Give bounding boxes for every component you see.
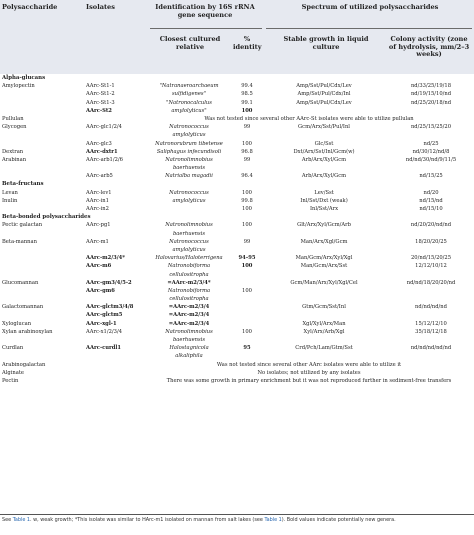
polysaccharide-cell: Alginate: [2, 369, 24, 376]
polysaccharide-cell: Curdlan: [2, 345, 24, 352]
colony-activity-cell: 20/nd/15/20/25: [410, 255, 452, 262]
table-row: [0, 123, 474, 131]
stable-growth-cell: Xgl/Xyl/Arx/Man: [302, 320, 346, 327]
closest-relative-cell: Natronolimnobius: [165, 328, 213, 335]
colony-activity-cell: nd/30/12/nd/8: [412, 148, 450, 155]
closest-relative-cell: Halostagnicola: [169, 345, 209, 352]
table-row: [0, 311, 474, 319]
closest-relative-cell: Natronobiforma: [167, 287, 211, 294]
closest-relative-cell: =AArc-m2/3/4: [168, 304, 210, 311]
identity-cell: 99: [243, 156, 251, 163]
polysaccharide-cell: Levan: [2, 189, 18, 196]
table-row: [0, 271, 474, 279]
footnote-text1: . w, weak growth; *This isolate was similar to HArc-m1 isolated on mannan from salt lakes (see: [30, 517, 263, 523]
closest-relative-cell: "Natronocalculus: [166, 99, 212, 106]
colony-activity-cell: nd/nd/nd/nd/nd: [410, 345, 452, 352]
table-row: [0, 156, 474, 164]
identity-cell: 99.8: [241, 197, 253, 204]
isolate-cell: AArc-m1: [86, 238, 109, 245]
colony-activity-cell: 12/12/10/12: [415, 263, 447, 270]
polysaccharide-cell: Inulin: [2, 197, 18, 204]
isolate-cell: AArc-in2: [86, 206, 109, 212]
closest-relative-cell: amylolyticus: [172, 246, 206, 253]
col-colony-activity: Colony activity (zone of hydrolysis, mm/2–3 weeks): [388, 35, 470, 59]
table-footnote: [2, 517, 472, 523]
table-row: [0, 262, 474, 270]
identity-cell: 94–95: [238, 255, 256, 262]
isolate-cell: AArc-St1-2: [86, 91, 115, 98]
note-cell: Was not tested since several other AArc-St isolates were able to utilize pullulan: [204, 115, 414, 122]
table-row: [0, 238, 474, 246]
col-isolates: Isolates: [86, 3, 115, 11]
identity-cell: 100: [242, 140, 252, 147]
colony-activity-cell: nd/25/15/25/20: [410, 124, 452, 131]
closest-relative-cell: amylolyticus: [172, 197, 206, 204]
closest-relative-cell: baerhuensis: [172, 165, 206, 172]
polysaccharide-cell: Galactomannan: [2, 304, 44, 311]
isolate-cell: AArc-glctm5: [86, 312, 123, 319]
stable-growth-cell: Inl/Sst/Dxt (weak): [300, 197, 348, 204]
isolate-cell: AArc-x1/2/3/4: [86, 328, 123, 335]
isolate-cell: AArc-gm3/4/5-2: [86, 279, 132, 286]
closest-relative-cell: =AArc-m2/3/4*: [167, 279, 211, 286]
isolate-cell: AArc-curdl1: [86, 345, 121, 352]
colony-activity-cell: nd/nd/30/nd/9/11/5: [405, 156, 457, 163]
polysaccharide-cell: Xyloglucan: [2, 320, 32, 327]
isolate-cell: AArc-xgl-1: [86, 320, 117, 327]
isolate-cell: AArc-arb1/2/6: [86, 156, 123, 163]
polysaccharide-cell: Pectin: [2, 377, 19, 384]
table-row: [0, 140, 474, 148]
stable-growth-cell: Inl/Sst/Arx: [310, 206, 338, 212]
closest-relative-cell: Natronococcus: [169, 238, 209, 245]
identity-cell: 100: [242, 189, 252, 196]
isolate-cell: AArc-m6: [86, 263, 112, 270]
closest-relative-cell: alkaliphila: [175, 353, 203, 360]
polysaccharide-cell: Alpha-glucans: [2, 75, 46, 81]
table-row: [0, 328, 474, 336]
isolate-cell: AArc-glctm3/4/8: [86, 304, 134, 311]
isolate-cell: AArc-m2/3/4*: [86, 255, 125, 262]
polysaccharide-cell: Beta-mannan: [2, 238, 37, 245]
table-row: [0, 90, 474, 98]
stable-growth-cell: Arb/Arx/Xyl/Gcm: [301, 156, 347, 163]
identity-cell: 99: [243, 124, 251, 131]
stable-growth-cell: Glc/Sst: [314, 140, 334, 147]
colony-activity-cell: nd/15/25: [419, 173, 443, 180]
stable-growth-cell: Amp/Sst/Pul/Cdx/Lev: [296, 99, 352, 106]
table-row: [0, 197, 474, 205]
closest-relative-cell: Natronobiforma: [167, 263, 211, 270]
table-row: [0, 361, 474, 369]
closest-relative-cell: =AArc-m2/3/4: [168, 312, 210, 319]
table-row: [0, 320, 474, 328]
stable-growth-cell: Gcm/Man/Arx/Xyl/Xgl/Cel: [290, 279, 358, 286]
table-row: [0, 303, 474, 311]
isolate-cell: AArc-in1: [86, 197, 109, 204]
footnote-table1b-link[interactable]: Table 1: [264, 517, 282, 523]
stable-growth-cell: Man/Gcm/Arx/Xyl/Xgl: [295, 255, 353, 262]
identity-cell: 95: [243, 345, 251, 352]
polysaccharide-cell: Arabinan: [2, 156, 27, 163]
stable-growth-cell: Arb/Arx/Xyl/Gcm: [301, 173, 347, 180]
identity-cell: 99.4: [241, 83, 253, 90]
identity-cell: 100: [241, 107, 253, 114]
identity-cell: 100: [242, 287, 252, 294]
table-row: [0, 164, 474, 172]
table-row: [0, 230, 474, 238]
isolate-cell: AArc-arb5: [86, 173, 113, 180]
stable-growth-cell: Amp/Sst/Pul/Cdx/Inl: [297, 91, 351, 98]
table-row: [0, 131, 474, 139]
col-stable-growth: Stable growth in liquid culture: [283, 35, 369, 51]
stable-growth-cell: Xyl/Arx/Arb/Xgl: [303, 328, 345, 335]
table-row: [0, 344, 474, 352]
identity-cell: 100: [242, 222, 252, 229]
polysaccharide-cell: Pectic galactan: [2, 222, 43, 229]
col-identification: Identification by 16S rRNA gene sequence: [155, 3, 255, 19]
closest-relative-cell: sulfidigenes": [172, 91, 206, 98]
stable-growth-cell: Gcm/Arx/Sst/Pul/Inl: [298, 124, 350, 131]
header-rule-spectrum: [266, 28, 472, 29]
table-row: [0, 148, 474, 156]
footnote-table1-link[interactable]: Table 1: [12, 517, 30, 523]
identity-cell: 100: [242, 328, 252, 335]
isolate-cell: AArc-St1-3: [86, 99, 115, 106]
colony-activity-cell: 35/18/12/18: [415, 328, 447, 335]
closest-relative-cell: amylolyticus": [171, 107, 207, 114]
table-row: [0, 352, 474, 360]
stable-growth-cell: Man/Gcm/Arx/Sst: [300, 263, 348, 270]
stable-growth-cell: Man/Arx/Xgl/Gcm: [300, 238, 348, 245]
closest-relative-cell: Natronolimnobius: [165, 156, 213, 163]
closest-relative-cell: Natrialba magadii: [165, 173, 213, 180]
section-heading-row: [0, 213, 474, 221]
closest-relative-cell: Natronolimnobius: [165, 222, 213, 229]
identity-cell: 96.4: [241, 173, 253, 180]
closest-relative-cell: Natronococcus: [169, 124, 209, 131]
section-heading-row: [0, 74, 474, 82]
polysaccharide-cell: Dextran: [2, 148, 24, 155]
stable-growth-cell: Amp/Sst/Pul/Cdx/Lev: [296, 83, 352, 90]
identity-cell: 98.5: [241, 91, 253, 98]
polysaccharide-cell: Glycogen: [2, 124, 27, 131]
colony-activity-cell: nd/nd/nd/nd: [415, 304, 447, 311]
table-row: [0, 287, 474, 295]
table-row: [0, 82, 474, 90]
colony-activity-cell: nd/19/15/10/nd: [410, 91, 452, 98]
isolate-cell: AArc-St2: [86, 107, 112, 114]
polysaccharide-cell: Beta-bonded polysaccharides: [2, 214, 91, 221]
table-row: [0, 221, 474, 229]
colony-activity-cell: nd/15/10: [419, 206, 443, 212]
note-cell: There was some growth in primary enrichment but it was not reproduced further in sediment-free transfers: [166, 377, 452, 384]
footnote-text2: ). Bold values indicate potentially new genera.: [281, 517, 396, 523]
col-closest-relative: Closest cultured relative: [159, 35, 221, 51]
colony-activity-cell: nd/25/20/18/nd: [410, 99, 452, 106]
polysaccharide-cell: Amylopectin: [2, 83, 35, 90]
table-header: [0, 0, 474, 74]
closest-relative-cell: "Natranaeroarchaeum: [159, 83, 219, 90]
table-row: [0, 246, 474, 254]
table-row: [0, 369, 474, 377]
colony-activity-cell: nd/nd/18/20/20/nd: [406, 279, 456, 286]
table-row: [0, 254, 474, 262]
col-identity: % identity: [233, 35, 262, 51]
isolate-cell: AArc-glc3: [86, 140, 112, 147]
colony-activity-cell: nd/15/nd: [419, 197, 443, 204]
closest-relative-cell: Halovarius/Haloterrigena: [155, 255, 223, 262]
header-rule-ident: [150, 28, 262, 29]
isolate-cell: AArc-glc1/2/4: [86, 124, 122, 131]
identity-cell: 100: [241, 263, 253, 270]
col-spectrum: Spectrum of utilized polysaccharides: [301, 3, 439, 11]
footnote-see: See: [2, 517, 12, 523]
table-row: [0, 205, 474, 213]
isolate-cell: AArc-lev1: [86, 189, 112, 196]
table-row: [0, 115, 474, 123]
isolate-cell: AArc-dxtr1: [86, 148, 118, 155]
table-row: [0, 189, 474, 197]
table-row: [0, 295, 474, 303]
table-row: [0, 107, 474, 115]
closest-relative-cell: cellulositropha: [169, 271, 209, 278]
identity-cell: 99: [243, 238, 251, 245]
polysaccharide-cell: Beta-fructans: [2, 181, 44, 188]
table-bottom-rule: [0, 514, 474, 515]
identity-cell: 96.8: [241, 148, 253, 155]
note-cell: Was not tested since several other AArc isolates were able to utilize it: [216, 361, 402, 368]
colony-activity-cell: nd/33/25/19/18: [410, 83, 452, 90]
colony-activity-cell: nd/25: [423, 140, 439, 147]
identity-cell: 100: [242, 206, 252, 212]
closest-relative-cell: cellulositropha: [169, 296, 209, 303]
table-row: [0, 279, 474, 287]
section-heading-row: [0, 180, 474, 188]
polysaccharide-cell: Xylan arabinoxylan: [2, 328, 53, 335]
polysaccharide-cell: Arabinogalactan: [2, 361, 46, 368]
isolate-cell: AArc-St1-1: [86, 83, 115, 90]
table-row: [0, 336, 474, 344]
identity-cell: 99.1: [241, 99, 253, 106]
colony-activity-cell: nd/20: [423, 189, 439, 196]
table-row: [0, 172, 474, 180]
closest-relative-cell: amylolyticus: [172, 132, 206, 139]
closest-relative-cell: baerhuensis: [172, 230, 206, 237]
table-row: [0, 377, 474, 385]
colony-activity-cell: 18/20/20/25: [415, 238, 447, 245]
colony-activity-cell: nd/20/20/nd/nd: [410, 222, 452, 229]
stable-growth-cell: Glt/Arx/Xyl/Gcm/Arb: [297, 222, 351, 229]
isolate-cell: AArc-pg1: [86, 222, 111, 229]
stable-growth-cell: Gtm/Gcm/Sst/Inl: [302, 304, 346, 311]
isolate-cell: AArc-gm6: [86, 287, 115, 294]
closest-relative-cell: =AArc-m2/3/4: [168, 320, 210, 327]
stable-growth-cell: Crd/Pch/Lam/Gtm/Sst: [295, 345, 353, 352]
closest-relative-cell: Natronococcus: [169, 189, 209, 196]
stable-growth-cell: Dxt/Arx/Sst/Inl/Gcm(w): [293, 148, 355, 155]
polysaccharide-cell: Pullulan: [2, 115, 24, 122]
stable-growth-cell: Lev/Sst: [314, 189, 334, 196]
note-cell: No isolates; not utilized by any isolates: [257, 369, 361, 376]
colony-activity-cell: 15/12/12/10: [415, 320, 447, 327]
closest-relative-cell: Natronorubrum tibetense: [155, 140, 223, 147]
table-body: [0, 74, 474, 385]
table-row: [0, 99, 474, 107]
polysaccharide-cell: Glucomannan: [2, 279, 39, 286]
col-polysaccharide: Polysaccharide: [2, 3, 58, 11]
closest-relative-cell: baerhuensis: [172, 337, 206, 343]
closest-relative-cell: Saliphagus infecundisoli: [156, 148, 222, 155]
